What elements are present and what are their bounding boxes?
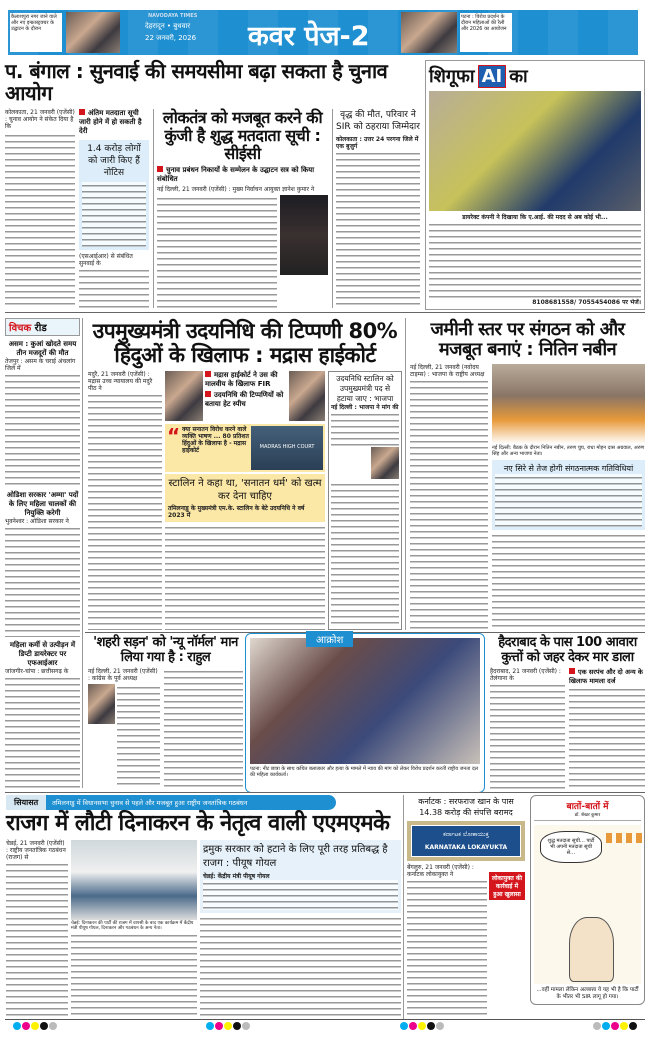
shigufa-contact: 8108681558/ 7055454086 पर भेजें।: [532, 299, 641, 306]
vichak-read-column: [5, 318, 80, 788]
rahul-photo: [88, 684, 115, 724]
lead-col1: [5, 109, 75, 308]
karnataka-region: [407, 796, 525, 1018]
dinakaran-headline: राजग में लौटी दिनाकरन के नेतृत्व वाली एएमएमके: [6, 811, 390, 836]
header-left-photo: [66, 12, 120, 53]
cartoon-title: बातों-बातों में: [566, 802, 609, 812]
protest-photo: [250, 638, 480, 764]
cartoon-drawing: [534, 825, 641, 984]
color-registration-marks: [5, 1019, 645, 1031]
death-story: [332, 109, 420, 308]
hyd-dateline: हैदराबाद, 21 जनवरी (एजेंसी) : तेलंगाना के: [490, 668, 561, 683]
dinakaran-col1: [6, 840, 68, 1017]
cec-dateline: नई दिल्ली, 21 जनवरी (एजेंसी) : मुख्य निर्वाचन आयुक्त ज्ञानेश कुमार ने: [157, 185, 315, 193]
siyasat-strap: तमिलनाडु में विधानसभा चुनाव से पहले और मजबूत हुआ राष्ट्रीय जनतांत्रिक गठबंधन: [46, 795, 336, 810]
karnataka-headline: कर्नाटक : सरफराज खान के पास 14.38 करोड़ की संपत्ति बरामद: [418, 797, 514, 817]
brand-name: NAVODAYA TIMES: [148, 13, 198, 19]
rahul-body: [88, 668, 243, 789]
shigufa-title: शिगूफा AI का: [429, 65, 528, 87]
cec-photo: [280, 195, 328, 275]
hyd-region: [490, 636, 645, 789]
stalin-box: स्टालिन ने कहा था, 'सनातन धर्म' को खत्म कर देना चाहिए तमिलनाडु के मुख्यमंत्री एम.के. स्टालिन के बेटे उदयनिधि ने वर्ष 2023 में: [165, 474, 325, 522]
karnataka-body: [407, 864, 525, 1018]
masthead-band: [8, 10, 638, 55]
udhay-dateline: मदुरै, 21 जनवरी (एजेंसी) : मद्रास उच्च न्यायालय की मदुरै पीठ ने: [88, 371, 153, 393]
city-day: देहरादून • बुधवार: [145, 22, 191, 30]
aakrosh-caption: पटना: नीट छात्रा के साथ कथित बलात्कार और हत्या के मामले में न्याय की मांग को लेकर विरोध प्रदर्शन करतीं राष्ट्रीय जनता दल की महिला कार्यकर्ता।: [250, 766, 478, 778]
rahul-headline: 'शहरी सड़न' को 'न्यू नॉर्मल' मान लिया गया है : राहुल: [93, 635, 238, 665]
cartoon-speech-bubble: शुद्ध मतदाता सूची… पार्टी भी अपनी मतदाता सूची से…: [540, 831, 602, 863]
vichak-item: ओडिशा सरकार 'अम्मा' पदों के लिए महिला चालकों की नियुक्ति करेगी भुवनेश्वर : ओडिशा सरकार ने: [5, 491, 80, 638]
dinakaran-photo: [71, 840, 197, 920]
nabin-photo: [492, 364, 645, 444]
cartoon-byline: डॉ. शेखर कुमार: [534, 812, 641, 821]
goyal-box: द्रमुक सरकार को हटाने के लिए पूरी तरह प्रतिबद्ध है राजग : पीयूष गोयल चेन्नई: केंद्रीय मंत्री पीयूष गोयल: [200, 840, 401, 913]
bjp-spokesperson-photo: [371, 447, 399, 479]
lead-col2: [79, 109, 149, 308]
nabin-box: [492, 460, 645, 530]
lead-subhead: अंतिम मतदाता सूची जारी होने में हो सकती है देरी: [79, 109, 149, 136]
udhay-photo: [165, 371, 203, 421]
cec-subhead: चुनाव प्रबंधन निकायों के सम्मेलन के उद्घाटन सत्र को किया संबोधित: [157, 166, 328, 184]
header-right-photo: [401, 12, 457, 53]
cartoon-figure: [569, 917, 614, 982]
page-title: कवर पेज-2: [248, 21, 370, 52]
hyd-headline: हैदराबाद के पास 100 आवारा कुत्तों को जहर देकर मार डाला: [498, 635, 637, 665]
lead-headline: प. बंगाल : सुनवाई की समयसीमा बढ़ा सकता है चुनाव आयोग: [5, 59, 388, 106]
nabin-headline: जमीनी स्तर पर संगठन को और मजबूत बनाएं : नितिन नबीन: [430, 319, 625, 361]
bjp-demand-box: उदयनिधि स्टालिन को उपमुख्यमंत्री पद से हटाया जाए : भाजपा नई दिल्ली : भाजपा ने मांग की: [328, 371, 402, 630]
edition-date: 22 जनवरी, 2026: [145, 34, 197, 42]
nabin-caption: नई दिल्ली: बैठक के दौरान नितिन नबीन, तरुण चुघ, राधा मोहन दास अग्रवाल, अरुण सिंह और अन्य भाजपा नेता।: [492, 445, 645, 458]
udhay-bullets: मद्रास हाईकोर्ट ने उस की मालवीय के खिलाफ FIR उदयनिधि की टिप्पणियों को बताया हेट स्पीच: [205, 371, 287, 421]
shigufa-ai-box: [425, 60, 645, 310]
lead-col2-text: (एसआईआर) से संबंधित सुनवाई के: [79, 252, 133, 267]
nabin-box-title: नए सिरे से तेज होगी संगठनात्मक गतिविधियां: [503, 464, 634, 474]
vichak-label: विचक रीड: [5, 318, 80, 336]
bjp-leader-photo: [289, 371, 325, 421]
lead-region: [5, 60, 420, 308]
goyal-headline: द्रमुक सरकार को हटाने के लिए पूरी तरह प्रतिबद्ध है राजग : पीयूष गोयल: [203, 843, 388, 869]
quote-text: क्या सनातन विरोध करने वाले व्यक्ति भाषण ... 80 प्रतिशत हिंदुओं के खिलाफ है - मद्रास हाईकोर्ट: [182, 426, 249, 455]
vichak-item: असम : कुआं खोदते समय तीन मजदूरों की मौत तेजपुर : असम के चराई अंचलांग जिले में: [5, 340, 80, 487]
udhay-col1: [88, 371, 162, 630]
cartoon-caption: ...वहीं मामला लेकिन अलबत्ता ये यह भी है कि पार्टी के भीतर भी SIR लागू हो गया।: [536, 987, 639, 1000]
dinakaran-caption: चेन्नई: दिनाकरन की पार्टी की राजग में वापसी के बाद एक कार्यक्रम में केंद्रीय मंत्री पीयूष गोयल, दिनाकरन और गठबंधन के अन्य नेता।: [71, 920, 194, 932]
nabin-dateline: नई दिल्ली, 21 जनवरी (नवोदय टाइम्स) : भाजपा के राष्ट्रीय अध्यक्ष: [410, 364, 485, 379]
udhay-region: [88, 320, 402, 630]
header-right-brief: पटना : विरोध प्रदर्शन के दौरान महिलाओं की रैली और 2026 का आयोजन: [460, 13, 512, 52]
madras-hc-photo: MADRAS HIGH COURT: [251, 426, 323, 470]
lead-factbox: [79, 140, 149, 250]
karnataka-dateline: बेंगलुरु, 21 जनवरी (एजेंसी) : कर्नाटक लोकायुक्त ने: [407, 864, 474, 878]
aakrosh-label: आक्रोश: [306, 631, 353, 647]
hyd-subhead: एक सरपंच और दो अन्य के खिलाफ मामला दर्ज: [569, 668, 645, 686]
aakrosh-photo-box: [245, 633, 485, 793]
stalin-headline: स्टालिन ने कहा था, 'सनातन धर्म' को खत्म कर देना चाहिए: [168, 478, 322, 503]
siyasat-label: सियासत: [6, 795, 46, 810]
udhay-center: [165, 371, 325, 630]
dinakaran-dateline: चेन्नई, 21 जनवरी (एजेंसी) : राष्ट्रीय जनतांत्रिक गठबंधन (राजग) से: [6, 839, 66, 861]
cec-story: [153, 109, 328, 308]
siyasat-bar: [6, 795, 336, 810]
lokayukta-sign-kannada: ಕರ್ನಾಟಕ ಲೋಕಾಯುಕ್ತ: [443, 831, 489, 838]
quote-box: [165, 424, 325, 472]
rahul-region: [88, 636, 243, 789]
cartoon-box: [530, 795, 645, 1005]
lokayukta-sign-english: KARNATAKA LOKAYUKTA: [424, 844, 508, 851]
lead-dateline: कोलकाता, 21 जनवरी (एजेंसी) : चुनाव आयोग ने संकेत दिया है कि: [5, 108, 75, 130]
factbox-title: 1.4 करोड़ लोगों को जारी किए हैं नोटिस: [87, 143, 141, 178]
udhay-headline: उपमुख्यमंत्री उदयनिधि की टिप्पणी 80% हिंदुओं के खिलाफ : मद्रास हाईकोर्ट: [92, 319, 398, 367]
rahul-dateline: नई दिल्ली, 21 जनवरी (एजेंसी) : कांग्रेस के पूर्व अध्यक्ष: [88, 668, 158, 683]
nabin-col: [410, 364, 488, 630]
quote-icon: “: [167, 424, 181, 449]
cec-headline: लोकतंत्र को मजबूत करने की कुंजी है शुद्ध मतदाता सूची : सीईसी: [162, 107, 323, 163]
bunting-flags: [606, 833, 644, 843]
hyd-body: [490, 668, 645, 789]
header-left-brief: कैलाशपुरा नगर जाने वाले और नए इन्फ्रास्ट्रक्चर के उद्घाटन के दौरान: [10, 13, 62, 52]
nabin-region: [410, 320, 645, 630]
lokayukta-tag: लोकायुक्त की कार्रवाई में हुआ खुलासा: [489, 872, 525, 900]
bjp-demand-headline: उदयनिधि स्टालिन को उपमुख्यमंत्री पद से हटाया जाए : भाजपा: [336, 374, 394, 404]
shigufa-caption: डायरेक्ट कंपनी ने दिखाया कि ए.आई. की मदद से अब कोई भी...: [462, 214, 608, 221]
lokayukta-photo: [407, 821, 525, 861]
ai-badge: AI: [478, 65, 507, 88]
vichak-item: महिला कर्मी से उत्पीड़न में डिप्टी डायरेक्टर पर एफआईआर जांजगीर-चांपा : छत्तीसगढ़ के: [5, 641, 80, 788]
death-dateline: कोलकाता : उत्तर 24 परगना जिले में एक बुजुर्ग: [336, 135, 419, 150]
siyasat-region: [6, 795, 401, 1017]
shigufa-photo: [429, 91, 641, 211]
death-headline: वृद्ध की मौत, परिवार ने SIR को ठहराया जिम्मेदार: [336, 109, 420, 132]
